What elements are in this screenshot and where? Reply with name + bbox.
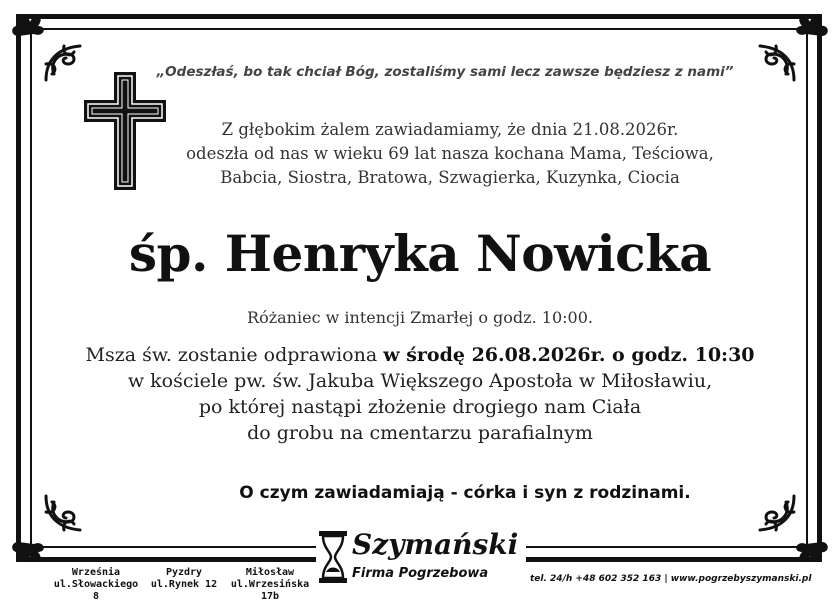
location-street: ul.Rynek 12: [150, 579, 218, 590]
corner-clover-icon: [792, 532, 832, 572]
intro-line: Babcia, Siostra, Bratowa, Szwagierka, Kuzynka, Ciocia: [220, 168, 680, 187]
hourglass-icon: [318, 530, 348, 584]
company-contact: tel. 24/h +48 602 352 163 | www.pogrzebyszymanski.pl: [530, 574, 812, 584]
location-town: Pyzdry: [165, 567, 203, 578]
corner-ornament-icon: [754, 40, 800, 86]
location-town: Września: [71, 567, 121, 578]
motto-quote: „Odeszłaś, bo tak chciał Bóg, zostaliśmy sami lecz zawsze będziesz z nami”: [156, 64, 734, 80]
mass-line-text: Msza św. zostanie odprawiona: [85, 344, 384, 366]
corner-ornament-icon: [40, 490, 86, 536]
intro-line: odeszła od nas w wieku 69 lat nasza kochana Mama, Teściowa,: [186, 144, 714, 163]
mass-date-time: w środę 26.08.2026r. o godz. 10:30: [383, 344, 755, 366]
mass-info: [60, 342, 780, 446]
corner-ornament-icon: [40, 40, 86, 86]
corner-clover-icon: [8, 532, 48, 572]
location-street: ul.Wrzesińska 17b: [230, 579, 310, 602]
announcement-intro: [150, 118, 750, 190]
deceased-name: śp. Henryka Nowicka: [128, 224, 712, 283]
mass-line: w kościele pw. św. Jakuba Większego Apostoła w Miłosławiu,: [127, 370, 713, 392]
mass-line: po której nastąpi złożenie drogiego nam Ciała: [198, 396, 642, 418]
closing-line: O czym zawiadamiają - córka i syn z rodzinami.: [239, 483, 691, 503]
location-town: Miłosław: [245, 567, 295, 578]
location-street: ul.Słowackiego 8: [53, 579, 139, 602]
mass-line: do grobu na cmentarzu parafialnym: [247, 422, 593, 444]
rosary-info: Różaniec w intencji Zmarłej o godz. 10:00.: [247, 308, 593, 327]
mass-line: [60, 342, 780, 368]
company-logo-name: Szymański: [352, 528, 519, 561]
company-logo-subtitle: Firma Pogrzebowa: [352, 566, 489, 581]
location-pyzdry: [148, 567, 220, 591]
corner-ornament-icon: [754, 490, 800, 536]
intro-line: Z głębokim żalem zawiadamiamy, że dnia 21.08.2026r.: [221, 120, 679, 139]
location-wrzesnia: [48, 567, 144, 603]
location-miloslaw: [220, 567, 320, 603]
